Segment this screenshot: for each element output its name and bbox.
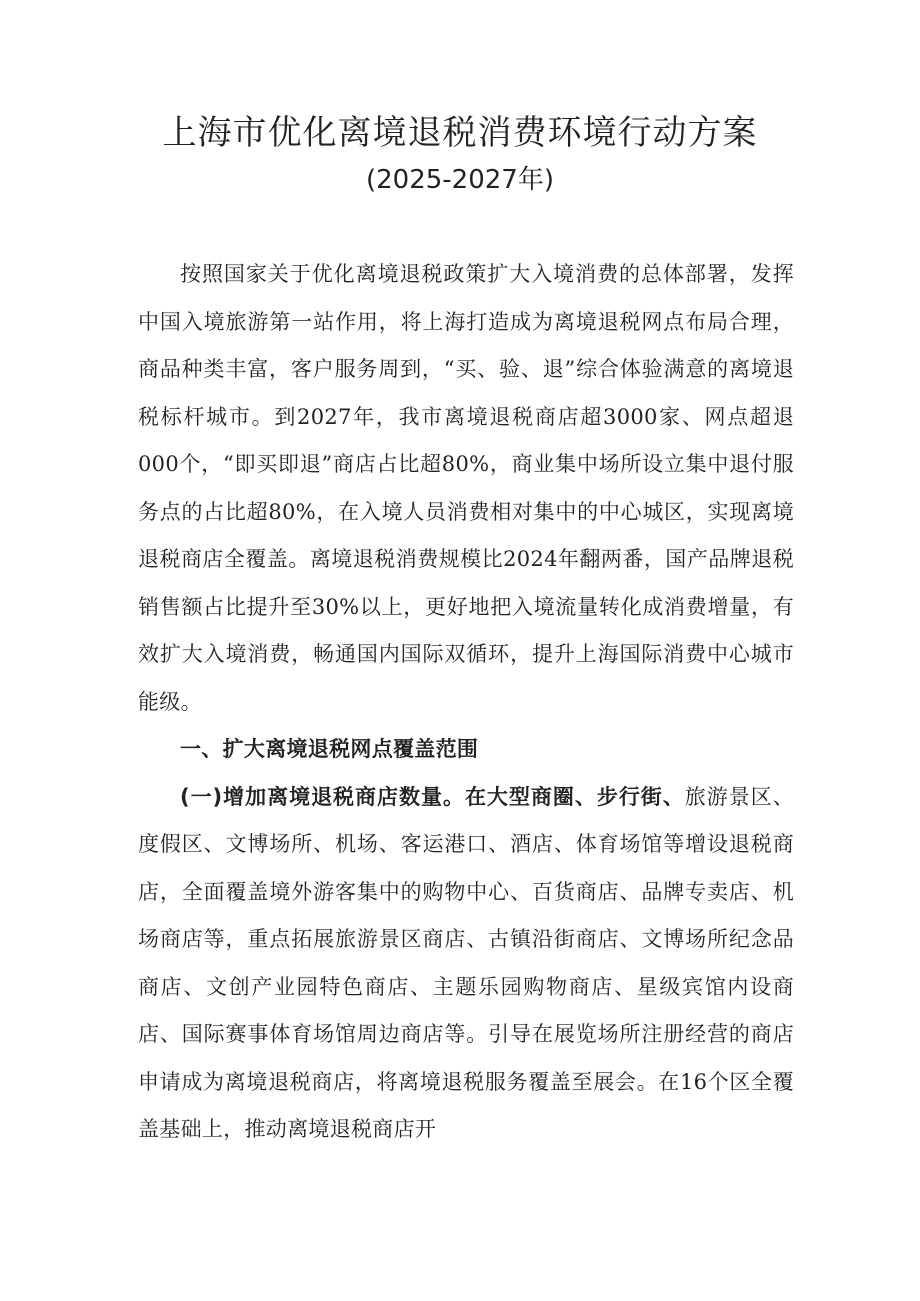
document-subtitle: (2025-2027年) bbox=[365, 165, 554, 195]
item-lead: (一)增加离境退税商店数量。在大型商圈、步行街、 bbox=[180, 784, 685, 809]
intro-paragraph: 按照国家关于优化离境退税政策扩大入境消费的总体部署，发挥中国入境旅游第一站作用，将上海打造成为离境退税网点布局合理，商品种类丰富，客户服务周到，“买、验、退”综合体验满意的离境退税标杆城市。到2027年，我市离境退税商店超3000家、网点超退000个，“即买即退”商店占比超80%，商业集中场所设立集中退付服务点的占比超80%，在入境人员消费相对集中的中心城区，实现离境退税商店全覆盖。离境退税消费规模比2024年翻两番，国产品牌退税销售额占比提升至30%以上，更好地把入境流量转化成消费增量，有效扩大入境消费，畅通国内国际双循环，提升上海国际消费中心城市能级。 bbox=[138, 262, 794, 714]
item-text: 旅游景区、度假区、文博场所、机场、客运港口、酒店、体育场馆等增设退税商店，全面覆盖境外游客集中的购物中心、百货商店、品牌专卖店、机场商店等，重点拓展旅游景区商店、古镇沿街商店、文博场所纪念品商店、文创产业园特色商店、主题乐园购物商店、星级宾馆内设商店、国际赛事体育场馆周边商店等。引导在展览场所注册经营的商店申请成为离境退税商店，将离境退税服务覆盖至展会。在16个区全覆盖基础上，推动离境退税商店开 bbox=[138, 784, 794, 1141]
section-heading: 一、扩大离境退税网点覆盖范围 bbox=[180, 737, 479, 761]
document-title: 上海市优化离境退税消费环境行动方案 bbox=[162, 113, 758, 153]
item-paragraph bbox=[138, 774, 794, 1154]
document-body bbox=[138, 251, 794, 1154]
